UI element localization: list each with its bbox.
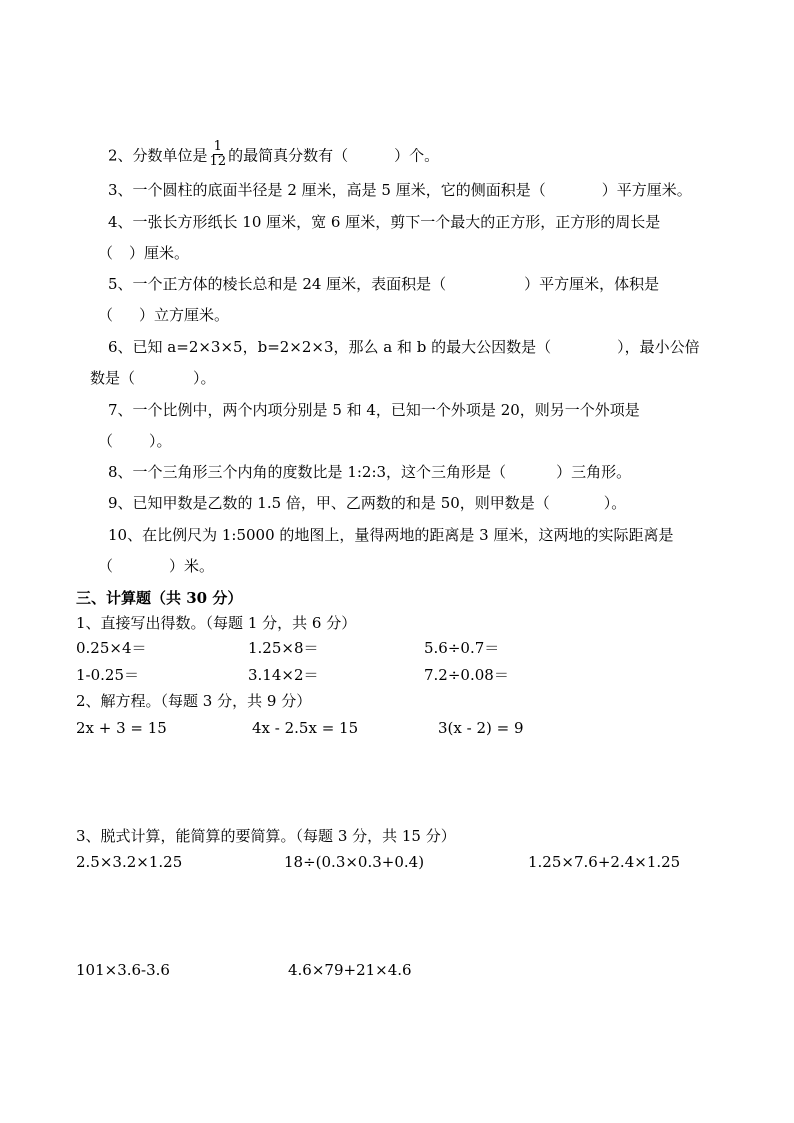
- part-2-title: 2、解方程。（每题 3 分，共 9 分）: [76, 692, 312, 710]
- question-4-line-1: 4、一张长方形纸长 10 厘米，宽 6 厘米，剪下一个最大的正方形，正方形的周长是: [108, 213, 661, 231]
- question-2-close: ）个。: [394, 146, 440, 165]
- question-3-close: ）平方厘米。: [601, 181, 692, 199]
- question-8-close: ）三角形。: [556, 463, 632, 481]
- part-1-title: 1、直接写出得数。（每题 1 分，共 6 分）: [76, 614, 357, 632]
- question-5-open: （: [98, 306, 114, 324]
- calc-item: 1.25×8＝: [248, 639, 319, 657]
- question-4-line-2: [98, 243, 189, 263]
- fraction-numerator: 1: [213, 139, 222, 154]
- question-4-open: （: [98, 244, 114, 262]
- question-6-text: 6、已知 a=2×3×5，b=2×2×3，那么 a 和 b 的最大公因数是（: [108, 338, 552, 356]
- question-10-close: ）米。: [169, 557, 215, 575]
- question-6-mid: ），最小公倍: [617, 338, 700, 356]
- question-10-line-1: 10、在比例尺为 1:5000 的地图上，量得两地的距离是 3 厘米，这两地的实际距离是: [108, 526, 674, 544]
- question-5-mid: ）平方厘米，体积是: [524, 275, 660, 293]
- question-10-line-2: [98, 556, 214, 576]
- question-5-text: 5、一个正方体的棱长总和是 24 厘米，表面积是（: [108, 275, 447, 293]
- calc-item: 7.2÷0.08＝: [424, 666, 509, 684]
- question-6-line-2: [90, 368, 216, 388]
- section-title: 三、计算题（共 30 分）: [76, 589, 243, 607]
- calc-item: 5.6÷0.7＝: [424, 639, 500, 657]
- question-7-line-2: [98, 431, 172, 451]
- question-2-text-after: 的最简真分数有（: [228, 146, 349, 165]
- expression-item: 18÷(0.3×0.3+0.4): [284, 853, 425, 871]
- question-6-line2-text: 数是（: [90, 369, 136, 387]
- expression-item: 2.5×3.2×1.25: [76, 853, 183, 871]
- question-2: [108, 139, 440, 171]
- question-5-close: ）立方厘米。: [139, 306, 230, 324]
- calc-item: 0.25×4＝: [76, 639, 147, 657]
- part-3-title: 3、脱式计算，能简算的要简算。（每题 3 分，共 15 分）: [76, 827, 456, 845]
- question-7-open: （: [98, 432, 114, 450]
- question-6-line-1: [108, 337, 700, 357]
- calc-item: 1-0.25＝: [76, 666, 140, 684]
- question-2-text: 2、分数单位是: [108, 146, 208, 165]
- question-7-line-1: 7、一个比例中，两个内项分别是 5 和 4，已知一个外项是 20，则另一个外项是: [108, 401, 640, 419]
- question-9-close: ）。: [603, 494, 627, 512]
- question-6-close: ）。: [193, 369, 216, 387]
- expression-item: 4.6×79+21×4.6: [288, 961, 412, 979]
- question-5-line-1: [108, 274, 659, 294]
- fraction-one-twelfth: [210, 140, 227, 169]
- calc-item: 3.14×2＝: [248, 666, 319, 684]
- question-10-open: （: [98, 557, 114, 575]
- question-7-close: ）。: [149, 432, 172, 450]
- question-3-text: 3、一个圆柱的底面半径是 2 厘米，高是 5 厘米，它的侧面积是（: [108, 181, 546, 199]
- expression-item: 101×3.6-3.6: [76, 961, 170, 979]
- equation-item: 3(x - 2) = 9: [438, 719, 524, 737]
- equation-item: 4x - 2.5x = 15: [252, 719, 359, 737]
- question-3: [108, 180, 692, 200]
- question-5-line-2: [98, 305, 229, 325]
- question-9-text: 9、已知甲数是乙数的 1.5 倍，甲、乙两数的和是 50，则甲数是（: [108, 494, 550, 512]
- fraction-denominator: 12: [209, 154, 227, 169]
- question-4-close: ）厘米。: [129, 244, 190, 262]
- question-8-text: 8、一个三角形三个内角的度数比是 1:2:3，这个三角形是（: [108, 463, 507, 481]
- equation-item: 2x + 3 = 15: [76, 719, 167, 737]
- question-8: [108, 462, 631, 482]
- question-9: [108, 493, 626, 513]
- expression-item: 1.25×7.6+2.4×1.25: [528, 853, 681, 871]
